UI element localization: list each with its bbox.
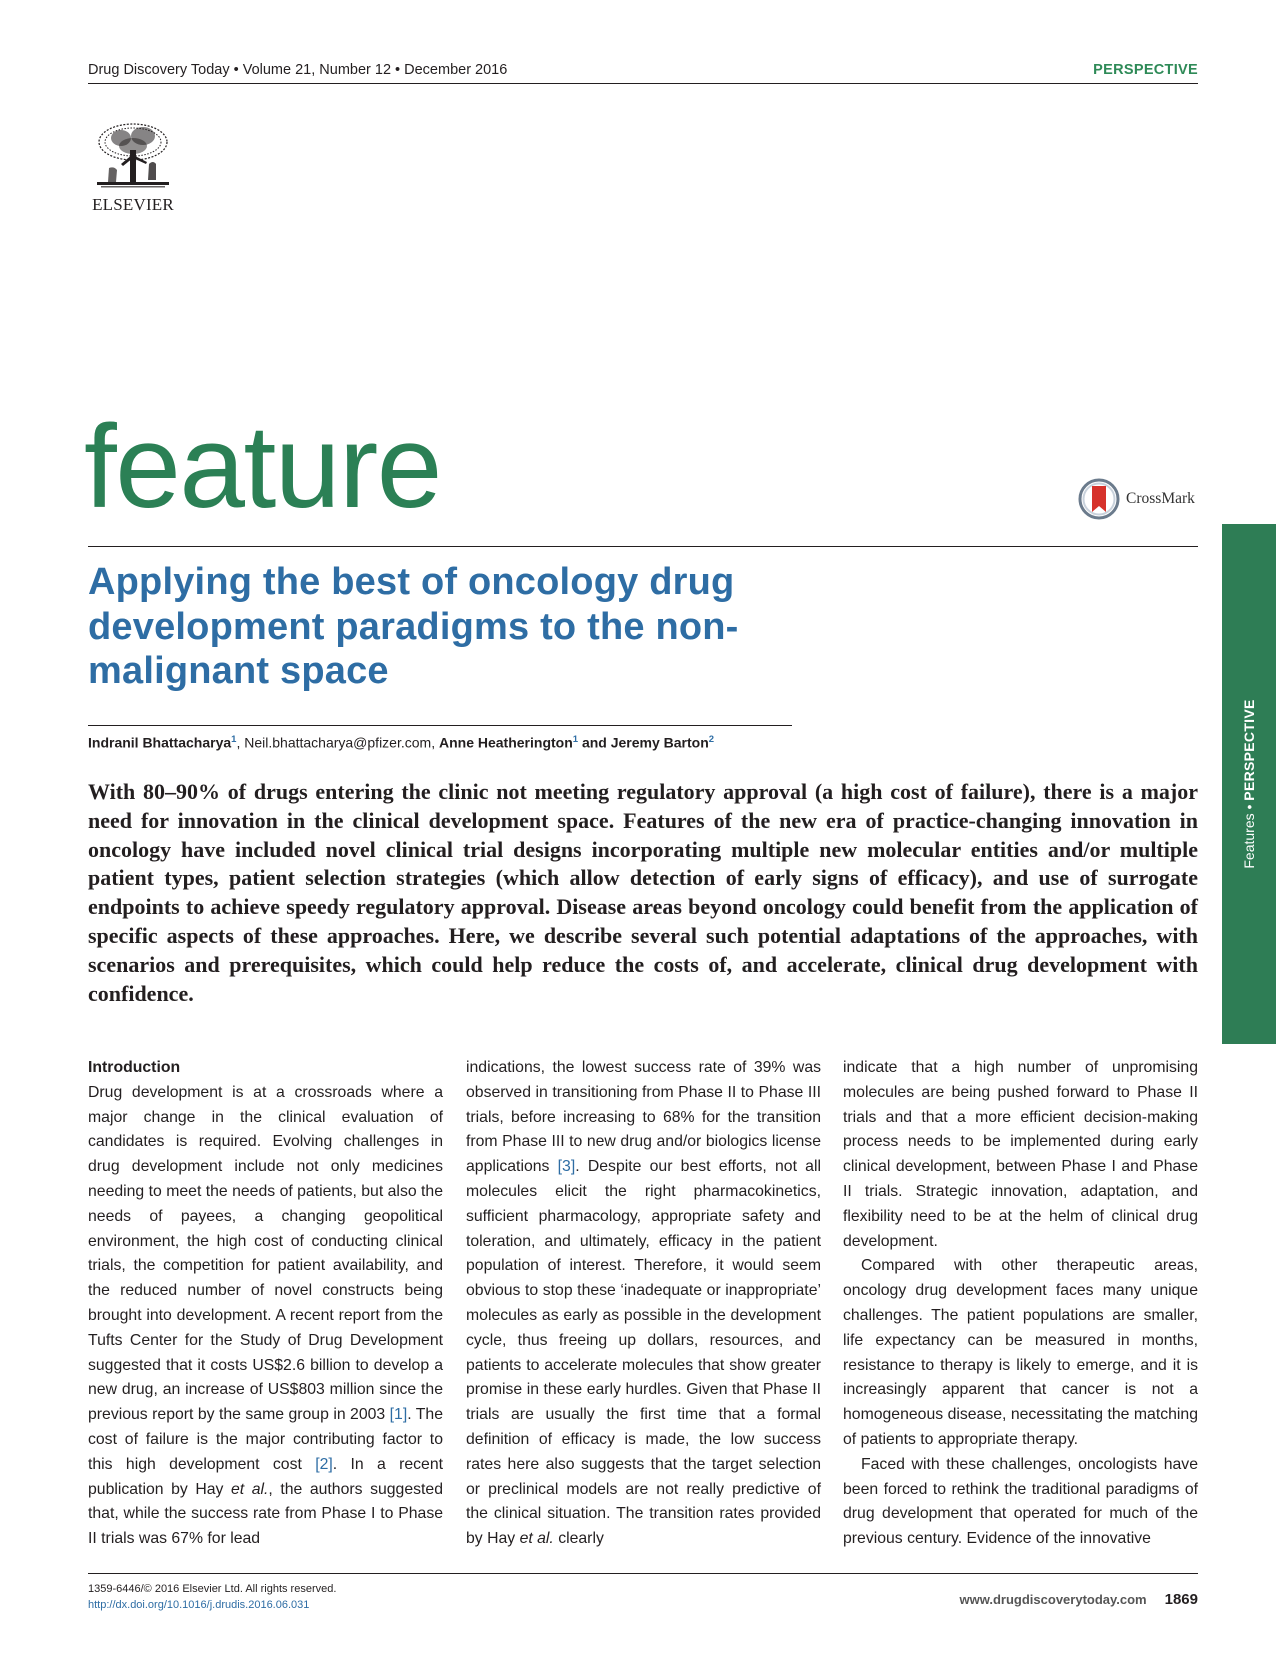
crossmark-badge[interactable] — [1078, 478, 1195, 520]
author-name: Jeremy Barton — [610, 734, 709, 751]
body-paragraph: Compared with other therapeutic areas, oncology drug development faces many unique challenges. The patient populations are smaller, life expectancy can be measured in months, resistance to therapy is likely to emerge, and it is increasingly apparent that cancer is not a homogeneous disease, necessitating the matching of patients to appropriate therapy. — [843, 1257, 1198, 1448]
affiliation-marker: 1 — [572, 734, 579, 745]
affiliation-marker: 1 — [231, 734, 237, 745]
citation-link[interactable]: [1] — [389, 1406, 408, 1424]
title-divider — [88, 546, 1198, 547]
author-name: Indranil Bhattacharya — [88, 734, 232, 751]
issn-copyright: 1359-6446/© 2016 Elsevier Ltd. All rights reserved. — [88, 1583, 337, 1595]
elsevier-tree-icon — [91, 120, 175, 194]
section-side-tab — [1222, 524, 1276, 1044]
crossmark-label: CrossMark — [1126, 490, 1195, 507]
footer-copyright — [88, 1581, 336, 1613]
author-name: Anne Heatherington — [438, 734, 573, 751]
abstract: With 80–90% of drugs entering the clinic not meeting regulatory approval (a high cost of failure), there is a major need for innovation in the clinical development space. Features of the new era of practice-changing innovation in oncology have included novel clinical trial designs incorporating multiple new molecular entities and/or multiple patient types, patient selection strategies (which allow detection of early signs of efficacy), and use of surrogate endpoints to achieve speedy regulatory approval. Disease areas beyond oncology could benefit from the application of specific aspects of these approaches. Here, we describe several such potential adaptations of the approaches, with scenarios and prerequisites, which could help reduce the costs of, and accelerate, clinical drug development with confidence. — [88, 779, 1198, 1006]
doi-link[interactable]: http://dx.doi.org/10.1016/j.drudis.2016.06.031 — [88, 1599, 310, 1611]
journal-header: Drug Discovery Today • Volume 21, Number 12 • December 2016 — [88, 62, 508, 78]
side-tab-prefix: Features • — [1241, 800, 1257, 869]
body-paragraph: indications, the lowest success rate of 39% was observed in transitioning from Phase II to Phase III trials, before increasing to 68% for the transition from Phase III to new drug and/or biologics license applications [3]. Despite our best efforts, not all molecules elicit the right pharmacokinetics, sufficient pharmacology, appropriate safety and toleration, and ultimately, efficacy in the patient population of interest. Therefore, it would seem obvious to stop these ‘inadequate or inappropriate’ molecules as early as possible in the development cycle, thus freeing up dollars, resources, and patients to accelerate molecules that show greater promise in these early hurdles. Given that Phase II trials are usually the first time that a formal definition of efficacy is made, the low success rates here also suggests that the target selection or preclinical models are not really predictive of the clinical situation. The transition rates provided by Hay et al. clearly — [466, 1059, 821, 1548]
section-label: PERSPECTIVE — [1093, 62, 1198, 78]
author-divider — [88, 725, 792, 726]
header-divider — [88, 83, 1198, 84]
footer-divider — [88, 1573, 1198, 1574]
affiliation-marker: 2 — [708, 734, 715, 745]
elsevier-wordmark: ELSEVIER — [92, 195, 174, 214]
elsevier-logo — [88, 120, 178, 215]
body-column-1 — [88, 1056, 443, 1552]
side-tab-label — [1241, 699, 1257, 868]
citation-link[interactable]: [2] — [315, 1455, 333, 1473]
article-title: Applying the best of oncology drug development paradigms to the non-malignant space — [88, 561, 739, 692]
body-paragraph: Drug development is at a crossroads where a major change in the clinical evaluation of candidates is required. Evolving challenges in drug development include not only medicines needing to meet the needs of patients, but also the needs of payees, a changing geopolitical environment, the high cost of conducting clinical trials, the competition for patient availability, and the reduced number of novel constructs being brought into development. A recent report from the Tufts Center for the Study of Drug Development suggested that it costs US$2.6 billion to develop a new drug, an increase of US$803 million since the previous report by the same group in 2003 [1]. The cost of failure is the major contributing factor to this high development cost [2]. In a recent publication by Hay et al., the authors suggested that, while the success rate from Phase I to Phase II trials was 67% for lead — [88, 1083, 444, 1548]
body-column-2 — [466, 1056, 821, 1552]
body-paragraph: indicate that a high number of unpromising molecules are being pushed forward to Phase II trials and that a more efficient decision-making process needs to be implemented during early clinical development, between Phase I and Phase II trials. Strategic innovation, adaptation, and flexibility need to be at the helm of clinical drug development. — [843, 1059, 1198, 1250]
author-line: Indranil Bhattacharya$^1$, Neil.bhattacharya@pfizer.com, Anne Heatherington$^1$ and Jeremy Barton$^2$ — [88, 734, 715, 751]
page-number: 1869 — [1164, 1591, 1198, 1608]
section-heading: Introduction — [88, 1059, 181, 1076]
citation-link[interactable]: [3] — [557, 1158, 576, 1176]
journal-website-link[interactable]: www.drugdiscoverytoday.com — [959, 1592, 1147, 1607]
body-column-3 — [843, 1056, 1198, 1552]
author-email[interactable]: Neil.bhattacharya@pfizer.com — [244, 734, 432, 751]
feature-heading: feature — [84, 401, 441, 533]
body-paragraph: Faced with these challenges, oncologists have been forced to rethink the traditional paradigms of drug development that operated for much of the previous century. Evidence of the innovative — [843, 1455, 1198, 1548]
crossmark-icon — [1078, 478, 1120, 520]
author-conjunction: and — [581, 734, 607, 751]
footer-right — [960, 1591, 1198, 1608]
side-tab-section: PERSPECTIVE — [1241, 699, 1257, 801]
